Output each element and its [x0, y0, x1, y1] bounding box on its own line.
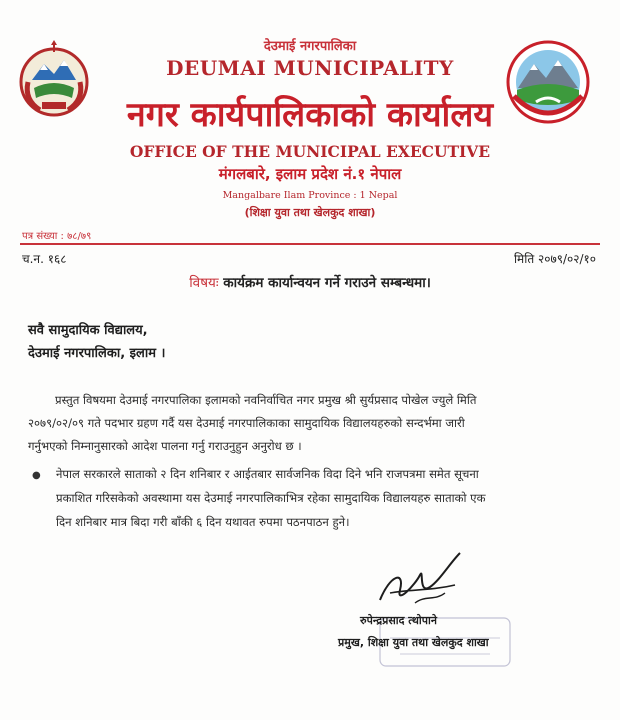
signature-scribble-icon	[360, 545, 490, 615]
header-address-english: Mangalbare Ilam Province : 1 Nepal	[222, 190, 398, 201]
header-municipality-nepali: देउमाई नगरपालिका	[263, 39, 357, 54]
bullet-line-1: नेपाल सरकारले साताको २ दिन शनिबार र आईतबार सार्वजनिक विदा दिने भनि राजपत्रमा समेत सूचना	[56, 467, 479, 481]
reference-number: पत्र संख्या : ७८/७९	[22, 231, 92, 242]
addressee-line-1: सवै सामुदायिक विद्यालय,	[28, 323, 148, 338]
header-divider	[20, 243, 600, 245]
bullet-dot-icon: ●	[32, 470, 41, 481]
body-paragraph-line-1: प्रस्तुत विषयमा देउमाई नगरपालिका इलामको नवनिर्वाचित नगर प्रमुख श्री सुर्यप्रसाद पोखेल ज्युले मिति	[55, 393, 477, 407]
header-address-nepali: मंगलबारे, इलाम प्रदेश नं.१ नेपाल	[218, 165, 402, 183]
subject-line	[0, 273, 620, 291]
header-office-english: OFFICE OF THE MUNICIPAL EXECUTIVE	[129, 142, 491, 161]
addressee-line-2: देउमाई नगरपालिका, इलाम ।	[28, 346, 166, 361]
letter-date: मिति २०७९/०२/१०	[513, 252, 596, 266]
subject-label: विषयः	[189, 275, 219, 291]
body-paragraph-line-3: गर्नुभएको निम्नानुसारको आदेश पालना गर्नु गराउनुहुन अनुरोध छ ।	[28, 439, 302, 453]
header-municipality-english: DEUMAI MUNICIPALITY	[166, 56, 454, 80]
dispatch-number: च.न. १६८	[22, 252, 67, 266]
body-paragraph-line-2: २०७९/०२/०९ गते पदभार ग्रहण गर्दै यस देउमाई नगरपालिकाका सामुदायिक विद्यालयहरुको सन्दर्भमा जारी	[28, 416, 465, 430]
signatory-name: रुपेन्द्रप्रसाद त्थोपाने	[360, 614, 437, 627]
signatory-title: प्रमुख, शिक्षा युवा तथा खेलकुद शाखा	[338, 636, 489, 649]
subject-text: कार्यक्रम कार्यान्वयन गर्ने गराउने सम्बन्धमा।	[223, 275, 431, 291]
header-section: (शिक्षा युवा तथा खेलकुद शाखा)	[244, 206, 376, 219]
bullet-line-3: दिन शनिबार मात्र बिदा गरी बाँकी ६ दिन यथावत रुपमा पठनपाठन हुने।	[56, 515, 350, 529]
bullet-line-2: प्रकाशित गरिसकेको अवस्थामा यस देउमाई नगरपालिकाभित्र रहेका सामुदायिक विद्यालयहरु साताको एक	[56, 491, 486, 505]
header-office-nepali: नगर कार्यपालिकाको कार्यालय	[126, 95, 494, 135]
